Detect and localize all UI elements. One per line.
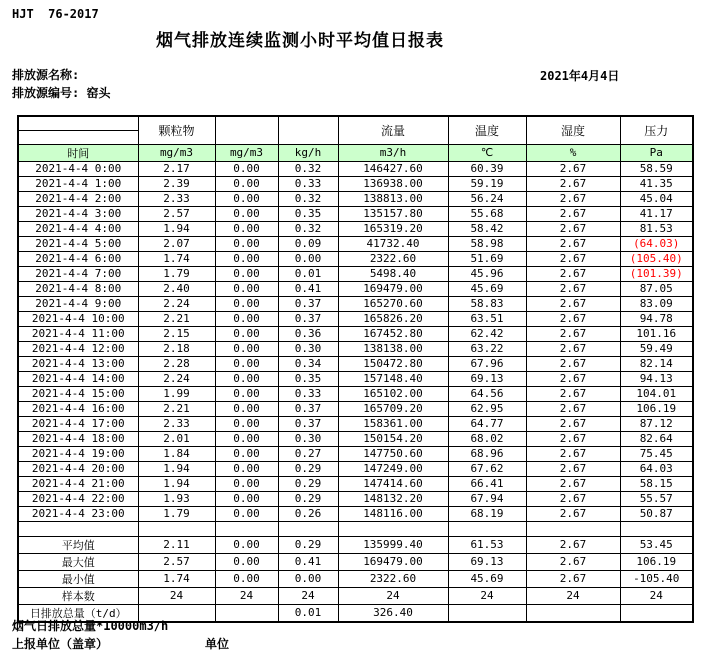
cell-flow: 24: [338, 587, 448, 604]
cell-temperature: 67.96: [448, 356, 526, 371]
cell-time: 最小值: [18, 570, 138, 587]
cell-particulate-mgm3: 2.21: [138, 311, 215, 326]
cell-temperature: 59.19: [448, 176, 526, 191]
cell-time: 2021-4-4 20:00: [18, 461, 138, 476]
data-row: [18, 431, 693, 446]
data-row: [18, 356, 693, 371]
cell-humidity: 2.67: [526, 236, 620, 251]
group-header-empty-1: [215, 116, 278, 144]
cell-particulate-mgm3-2: 0.00: [215, 553, 278, 570]
unit-header-particulate-mgm3: mg/m3: [138, 144, 215, 161]
cell-particulate-kgh: 24: [278, 587, 338, 604]
cell-flow: [338, 521, 448, 536]
cell-particulate-mgm3: 2.57: [138, 206, 215, 221]
cell-particulate-mgm3-2: 0.00: [215, 506, 278, 521]
cell-particulate-mgm3: 1.79: [138, 506, 215, 521]
cell-temperature: 58.42: [448, 221, 526, 236]
cell-particulate-mgm3: 2.33: [138, 191, 215, 206]
summary-row: [18, 570, 693, 587]
monitoring-table: [17, 115, 694, 623]
cell-time: 2021-4-4 14:00: [18, 371, 138, 386]
cell-particulate-kgh: 0.30: [278, 341, 338, 356]
standard-code: HJT 76-2017: [12, 7, 99, 21]
cell-humidity: 2.67: [526, 311, 620, 326]
cell-time: 日排放总量（t/d）: [18, 604, 138, 622]
unit-header-temperature: ℃: [448, 144, 526, 161]
cell-particulate-mgm3: 2.39: [138, 176, 215, 191]
data-row: [18, 236, 693, 251]
cell-temperature: 51.69: [448, 251, 526, 266]
cell-particulate-mgm3-2: 0.00: [215, 446, 278, 461]
cell-humidity: 2.67: [526, 386, 620, 401]
cell-particulate-mgm3: 2.01: [138, 431, 215, 446]
cell-particulate-mgm3: 2.15: [138, 326, 215, 341]
cell-temperature: [448, 521, 526, 536]
group-header-pressure: 压力: [620, 116, 693, 144]
cell-humidity: 24: [526, 587, 620, 604]
cell-humidity: 2.67: [526, 461, 620, 476]
cell-time: 2021-4-4 8:00: [18, 281, 138, 296]
cell-humidity: 2.67: [526, 491, 620, 506]
cell-particulate-mgm3-2: 0.00: [215, 401, 278, 416]
data-row: [18, 491, 693, 506]
cell-particulate-mgm3-2: 0.00: [215, 416, 278, 431]
cell-humidity: 2.67: [526, 326, 620, 341]
cell-time: 2021-4-4 17:00: [18, 416, 138, 431]
cell-pressure: 101.16: [620, 326, 693, 341]
data-row: [18, 191, 693, 206]
cell-pressure: 55.57: [620, 491, 693, 506]
cell-particulate-kgh: 0.37: [278, 401, 338, 416]
cell-pressure: 82.14: [620, 356, 693, 371]
cell-flow: 158361.00: [338, 416, 448, 431]
cell-humidity: 2.67: [526, 371, 620, 386]
cell-particulate-mgm3-2: 0.00: [215, 371, 278, 386]
cell-time: 2021-4-4 21:00: [18, 476, 138, 491]
cell-flow: 146427.60: [338, 161, 448, 176]
cell-pressure: (64.03): [620, 236, 693, 251]
cell-time: 2021-4-4 1:00: [18, 176, 138, 191]
cell-flow: 138813.00: [338, 191, 448, 206]
spacer-row: [18, 521, 693, 536]
cell-particulate-mgm3: 2.07: [138, 236, 215, 251]
data-row: [18, 176, 693, 191]
cell-particulate-mgm3-2: 0.00: [215, 206, 278, 221]
cell-particulate-kgh: 0.35: [278, 371, 338, 386]
source-name-label: 排放源名称:: [12, 68, 80, 82]
cell-humidity: 2.67: [526, 446, 620, 461]
cell-flow: 167452.80: [338, 326, 448, 341]
cell-flow: 150472.80: [338, 356, 448, 371]
cell-particulate-mgm3: 1.79: [138, 266, 215, 281]
group-header-flow: 流量: [338, 116, 448, 144]
cell-time: 2021-4-4 10:00: [18, 311, 138, 326]
cell-particulate-kgh: 0.29: [278, 461, 338, 476]
cell-time: 2021-4-4 5:00: [18, 236, 138, 251]
cell-time: 2021-4-4 16:00: [18, 401, 138, 416]
cell-flow: 157148.40: [338, 371, 448, 386]
data-row: [18, 341, 693, 356]
cell-time: 2021-4-4 15:00: [18, 386, 138, 401]
cell-time: 2021-4-4 3:00: [18, 206, 138, 221]
cell-particulate-kgh: 0.37: [278, 296, 338, 311]
corner-cell-top: [18, 116, 138, 130]
cell-flow: 169479.00: [338, 281, 448, 296]
cell-particulate-kgh: 0.37: [278, 311, 338, 326]
cell-particulate-mgm3: 2.40: [138, 281, 215, 296]
cell-pressure: 50.87: [620, 506, 693, 521]
cell-flow: 150154.20: [338, 431, 448, 446]
unit-header-particulate-mgm3-2: mg/m3: [215, 144, 278, 161]
group-header-particulate: 颗粒物: [138, 116, 215, 144]
cell-humidity: 2.67: [526, 506, 620, 521]
data-row: [18, 401, 693, 416]
cell-pressure: 58.59: [620, 161, 693, 176]
cell-temperature: [448, 604, 526, 622]
summary-row: [18, 587, 693, 604]
cell-temperature: 62.95: [448, 401, 526, 416]
cell-temperature: 62.42: [448, 326, 526, 341]
cell-temperature: 69.13: [448, 553, 526, 570]
cell-time: 2021-4-4 18:00: [18, 431, 138, 446]
cell-time: [18, 521, 138, 536]
cell-flow: 165709.20: [338, 401, 448, 416]
group-header-empty-2: [278, 116, 338, 144]
data-row: [18, 416, 693, 431]
group-header-row: [18, 116, 693, 130]
cell-humidity: 2.67: [526, 570, 620, 587]
cell-pressure: [620, 521, 693, 536]
cell-time: 2021-4-4 7:00: [18, 266, 138, 281]
cell-humidity: 2.67: [526, 356, 620, 371]
cell-flow: 135999.40: [338, 536, 448, 553]
data-row: [18, 206, 693, 221]
report-date: 2021年4月4日: [540, 69, 620, 83]
unit-header-time: 时间: [18, 144, 138, 161]
cell-pressure: 87.05: [620, 281, 693, 296]
cell-time: 2021-4-4 6:00: [18, 251, 138, 266]
cell-particulate-mgm3: 2.11: [138, 536, 215, 553]
cell-time: 2021-4-4 13:00: [18, 356, 138, 371]
cell-particulate-mgm3: 1.99: [138, 386, 215, 401]
cell-particulate-kgh: 0.01: [278, 604, 338, 622]
cell-temperature: 55.68: [448, 206, 526, 221]
cell-particulate-mgm3-2: 0.00: [215, 476, 278, 491]
cell-temperature: 61.53: [448, 536, 526, 553]
cell-temperature: 64.56: [448, 386, 526, 401]
cell-particulate-mgm3: 1.93: [138, 491, 215, 506]
cell-humidity: 2.67: [526, 553, 620, 570]
cell-particulate-mgm3: 2.17: [138, 161, 215, 176]
data-row: [18, 506, 693, 521]
cell-particulate-kgh: 0.41: [278, 281, 338, 296]
cell-particulate-mgm3-2: [215, 521, 278, 536]
data-row: [18, 161, 693, 176]
cell-particulate-mgm3-2: [215, 604, 278, 622]
cell-particulate-kgh: 0.01: [278, 266, 338, 281]
cell-time: 2021-4-4 19:00: [18, 446, 138, 461]
cell-particulate-kgh: 0.32: [278, 161, 338, 176]
cell-humidity: 2.67: [526, 431, 620, 446]
cell-particulate-mgm3-2: 0.00: [215, 311, 278, 326]
unit-header-particulate-kgh: kg/h: [278, 144, 338, 161]
table-body: [18, 161, 693, 622]
cell-flow: 5498.40: [338, 266, 448, 281]
group-header-humidity: 湿度: [526, 116, 620, 144]
data-row: [18, 296, 693, 311]
cell-flow: 2322.60: [338, 251, 448, 266]
cell-pressure: 53.45: [620, 536, 693, 553]
cell-temperature: 64.77: [448, 416, 526, 431]
cell-humidity: 2.67: [526, 341, 620, 356]
cell-flow: 169479.00: [338, 553, 448, 570]
cell-particulate-mgm3: 1.84: [138, 446, 215, 461]
cell-particulate-mgm3-2: 0.00: [215, 191, 278, 206]
unit-header-pressure: Pa: [620, 144, 693, 161]
cell-particulate-mgm3-2: 0.00: [215, 161, 278, 176]
cell-particulate-mgm3: 2.18: [138, 341, 215, 356]
page-title: 烟气排放连续监测小时平均值日报表: [156, 31, 444, 51]
cell-particulate-mgm3-2: 24: [215, 587, 278, 604]
cell-humidity: 2.67: [526, 416, 620, 431]
data-row: [18, 386, 693, 401]
cell-pressure: 104.01: [620, 386, 693, 401]
cell-humidity: 2.67: [526, 176, 620, 191]
cell-particulate-mgm3-2: 0.00: [215, 176, 278, 191]
cell-temperature: 60.39: [448, 161, 526, 176]
cell-time: 2021-4-4 11:00: [18, 326, 138, 341]
report-unit-label: 上报单位（盖章）: [12, 637, 109, 651]
cell-temperature: 56.24: [448, 191, 526, 206]
cell-particulate-mgm3: 1.74: [138, 251, 215, 266]
cell-temperature: 58.83: [448, 296, 526, 311]
cell-temperature: 63.22: [448, 341, 526, 356]
data-row: [18, 326, 693, 341]
cell-particulate-kgh: 0.33: [278, 176, 338, 191]
cell-particulate-mgm3-2: 0.00: [215, 386, 278, 401]
cell-flow: 41732.40: [338, 236, 448, 251]
unit-label: 单位: [205, 637, 230, 651]
cell-flow: 136938.00: [338, 176, 448, 191]
cell-particulate-mgm3: [138, 521, 215, 536]
cell-particulate-mgm3: 1.94: [138, 461, 215, 476]
cell-humidity: 2.67: [526, 476, 620, 491]
cell-temperature: 68.19: [448, 506, 526, 521]
cell-particulate-mgm3-2: 0.00: [215, 236, 278, 251]
cell-particulate-kgh: 0.32: [278, 191, 338, 206]
cell-particulate-mgm3-2: 0.00: [215, 251, 278, 266]
cell-particulate-kgh: 0.36: [278, 326, 338, 341]
cell-particulate-kgh: [278, 521, 338, 536]
cell-particulate-kgh: 0.29: [278, 536, 338, 553]
cell-particulate-mgm3: 24: [138, 587, 215, 604]
cell-particulate-kgh: 0.00: [278, 570, 338, 587]
cell-particulate-kgh: 0.32: [278, 221, 338, 236]
cell-particulate-mgm3-2: 0.00: [215, 356, 278, 371]
cell-temperature: 68.02: [448, 431, 526, 446]
cell-humidity: 2.67: [526, 221, 620, 236]
cell-flow: 148132.20: [338, 491, 448, 506]
cell-particulate-mgm3-2: 0.00: [215, 296, 278, 311]
cell-pressure: [620, 604, 693, 622]
cell-flow: 326.40: [338, 604, 448, 622]
cell-flow: 165102.00: [338, 386, 448, 401]
cell-pressure: 83.09: [620, 296, 693, 311]
corner-cell-bottom: [18, 130, 138, 144]
cell-humidity: 2.67: [526, 251, 620, 266]
cell-particulate-mgm3: 1.94: [138, 476, 215, 491]
cell-particulate-mgm3: 1.74: [138, 570, 215, 587]
cell-temperature: 63.51: [448, 311, 526, 326]
cell-pressure: 45.04: [620, 191, 693, 206]
cell-particulate-mgm3-2: 0.00: [215, 221, 278, 236]
cell-pressure: 94.78: [620, 311, 693, 326]
cell-flow: 147414.60: [338, 476, 448, 491]
summary-row: [18, 553, 693, 570]
cell-particulate-kgh: 0.29: [278, 476, 338, 491]
cell-flow: 147750.60: [338, 446, 448, 461]
cell-humidity: 2.67: [526, 401, 620, 416]
cell-particulate-mgm3-2: 0.00: [215, 570, 278, 587]
data-row: [18, 371, 693, 386]
cell-particulate-kgh: 0.09: [278, 236, 338, 251]
cell-particulate-mgm3-2: 0.00: [215, 266, 278, 281]
cell-humidity: 2.67: [526, 266, 620, 281]
cell-pressure: (105.40): [620, 251, 693, 266]
cell-flow: 135157.80: [338, 206, 448, 221]
cell-flow: 165319.20: [338, 221, 448, 236]
cell-pressure: 94.13: [620, 371, 693, 386]
cell-temperature: 45.69: [448, 570, 526, 587]
cell-time: 2021-4-4 12:00: [18, 341, 138, 356]
data-row: [18, 446, 693, 461]
cell-particulate-kgh: 0.27: [278, 446, 338, 461]
cell-humidity: 2.67: [526, 536, 620, 553]
cell-particulate-kgh: 0.41: [278, 553, 338, 570]
cell-temperature: 66.41: [448, 476, 526, 491]
cell-particulate-kgh: 0.34: [278, 356, 338, 371]
group-header-temperature: 温度: [448, 116, 526, 144]
cell-pressure: -105.40: [620, 570, 693, 587]
cell-particulate-mgm3: 2.24: [138, 371, 215, 386]
cell-flow: 147249.00: [338, 461, 448, 476]
cell-particulate-mgm3: 2.33: [138, 416, 215, 431]
cell-time: 样本数: [18, 587, 138, 604]
cell-humidity: 2.67: [526, 191, 620, 206]
cell-temperature: 45.69: [448, 281, 526, 296]
cell-time: 2021-4-4 2:00: [18, 191, 138, 206]
cell-pressure: 58.15: [620, 476, 693, 491]
cell-pressure: 41.35: [620, 176, 693, 191]
cell-particulate-mgm3: 2.57: [138, 553, 215, 570]
cell-temperature: 24: [448, 587, 526, 604]
cell-pressure: 59.49: [620, 341, 693, 356]
cell-particulate-mgm3-2: 0.00: [215, 536, 278, 553]
cell-particulate-mgm3-2: 0.00: [215, 431, 278, 446]
data-row: [18, 251, 693, 266]
cell-pressure: 24: [620, 587, 693, 604]
cell-flow: 2322.60: [338, 570, 448, 587]
cell-flow: 138138.00: [338, 341, 448, 356]
cell-pressure: 75.45: [620, 446, 693, 461]
cell-time: 2021-4-4 23:00: [18, 506, 138, 521]
cell-temperature: 45.96: [448, 266, 526, 281]
footnote: 烟气日排放总量*10000m3/h: [12, 619, 169, 633]
cell-flow: 165826.20: [338, 311, 448, 326]
cell-pressure: 41.17: [620, 206, 693, 221]
data-row: [18, 476, 693, 491]
cell-temperature: 67.94: [448, 491, 526, 506]
cell-particulate-mgm3: 2.24: [138, 296, 215, 311]
cell-particulate-kgh: 0.35: [278, 206, 338, 221]
cell-particulate-mgm3-2: 0.00: [215, 281, 278, 296]
cell-pressure: 106.19: [620, 401, 693, 416]
cell-particulate-mgm3-2: 0.00: [215, 461, 278, 476]
summary-row: [18, 536, 693, 553]
cell-particulate-kgh: 0.00: [278, 251, 338, 266]
cell-humidity: 2.67: [526, 161, 620, 176]
cell-particulate-kgh: 0.37: [278, 416, 338, 431]
cell-pressure: 106.19: [620, 553, 693, 570]
cell-temperature: 67.62: [448, 461, 526, 476]
cell-humidity: [526, 604, 620, 622]
data-row: [18, 461, 693, 476]
cell-temperature: 69.13: [448, 371, 526, 386]
unit-header-humidity: %: [526, 144, 620, 161]
cell-humidity: 2.67: [526, 281, 620, 296]
cell-humidity: 2.67: [526, 296, 620, 311]
data-row: [18, 221, 693, 236]
cell-particulate-kgh: 0.26: [278, 506, 338, 521]
cell-flow: 148116.00: [338, 506, 448, 521]
cell-pressure: 82.64: [620, 431, 693, 446]
cell-time: 最大值: [18, 553, 138, 570]
cell-particulate-mgm3: 1.94: [138, 221, 215, 236]
data-row: [18, 281, 693, 296]
cell-time: 2021-4-4 22:00: [18, 491, 138, 506]
cell-particulate-kgh: 0.33: [278, 386, 338, 401]
cell-pressure: 81.53: [620, 221, 693, 236]
unit-header-flow: m3/h: [338, 144, 448, 161]
cell-particulate-kgh: 0.29: [278, 491, 338, 506]
cell-temperature: 58.98: [448, 236, 526, 251]
data-row: [18, 311, 693, 326]
cell-time: 平均值: [18, 536, 138, 553]
cell-humidity: [526, 521, 620, 536]
cell-particulate-mgm3: 2.21: [138, 401, 215, 416]
cell-particulate-mgm3-2: 0.00: [215, 326, 278, 341]
source-id-label: 排放源编号: 窑头: [12, 86, 111, 100]
cell-flow: 165270.60: [338, 296, 448, 311]
cell-temperature: 68.96: [448, 446, 526, 461]
cell-pressure: 87.12: [620, 416, 693, 431]
cell-humidity: 2.67: [526, 206, 620, 221]
cell-pressure: (101.39): [620, 266, 693, 281]
cell-particulate-mgm3: 2.28: [138, 356, 215, 371]
data-row: [18, 266, 693, 281]
cell-time: 2021-4-4 9:00: [18, 296, 138, 311]
cell-pressure: 64.03: [620, 461, 693, 476]
cell-particulate-mgm3-2: 0.00: [215, 491, 278, 506]
cell-time: 2021-4-4 0:00: [18, 161, 138, 176]
unit-header-row: [18, 144, 693, 161]
cell-time: 2021-4-4 4:00: [18, 221, 138, 236]
cell-particulate-kgh: 0.30: [278, 431, 338, 446]
cell-particulate-mgm3-2: 0.00: [215, 341, 278, 356]
